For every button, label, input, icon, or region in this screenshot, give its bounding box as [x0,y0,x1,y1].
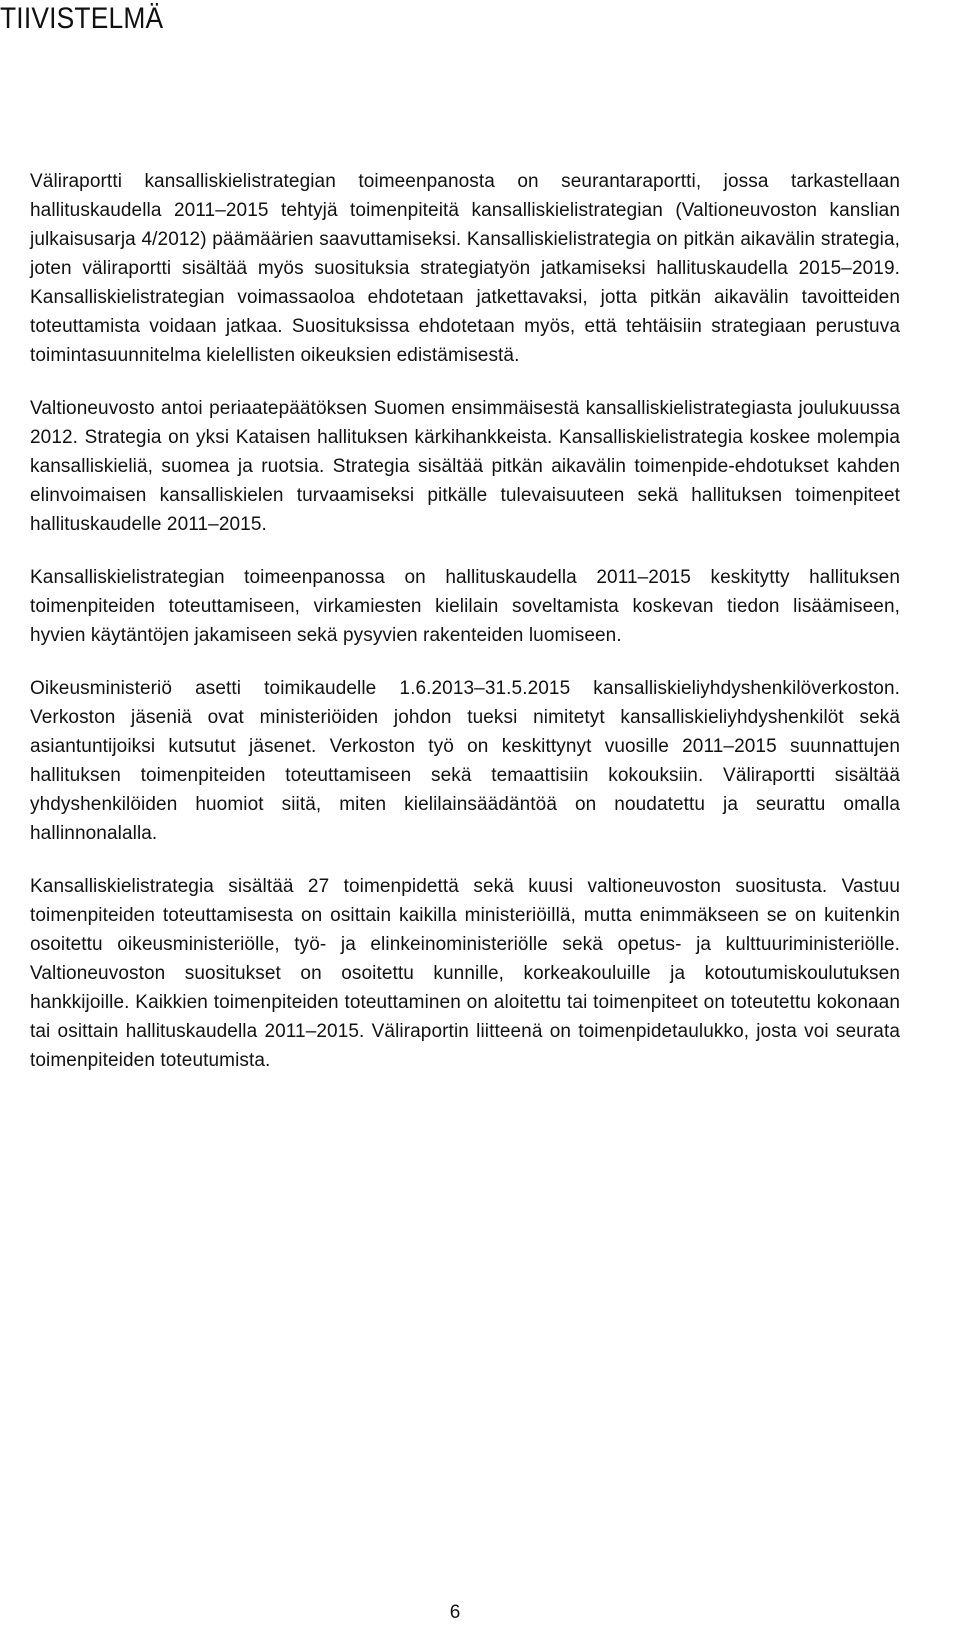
paragraph-3: Kansalliskielistrategian toimeenpanossa on hallituskaudella 2011–2015 keskitytty hallituksen toimenpiteiden toteuttamiseen, virkamiesten kielilain soveltamista koskevan tiedon lisäämiseen, hyvien käytäntöjen jakamiseen sekä pysyvien rakenteiden luomiseen. [30,567,900,646]
paragraph-2: Valtioneuvosto antoi periaatepäätöksen Suomen ensimmäisestä kansalliskielistrategiasta joulukuussa 2012. Strategia on yksi Kataisen hallituksen kärkihankkeista. Kansalliskielistrategia koskee molempia kansalliskieliä, suomea ja ruotsia. Strategia sisältää pitkän aikavälin toimenpide-ehdotukset kahden elinvoimaisen kansalliskielen turvaamiseksi pitkälle tulevaisuuteen sekä hallituksen toimenpiteet hallituskaudelle 2011–2015. [30,398,900,535]
paragraph-1: Väliraportti kansalliskielistrategian toimeenpanosta on seurantaraportti, jossa tarkastellaan hallituskaudella 2011–2015 tehtyjä toimenpiteitä kansalliskielistrategian (Valtioneuvoston kanslian julkaisusarja 4/2012) päämäärien saavuttamiseksi. Kansalliskielistrategia on pitkän aikavälin strategia, joten väliraportti sisältää myös suosituksia strategiatyön jatkamiseksi hallituskaudella 2015–2019. Kansalliskielistrategian voimassaoloa ehdotetaan jatkettavaksi, jotta pitkän aikavälin tavoitteiden toteuttamista voidaan jatkaa. Suosituksissa ehdotetaan myös, että tehtäisiin strategiaan perustuva toimintasuunnitelma kielellisten oikeuksien edistämisestä. [30,171,900,366]
paragraph-4: Oikeusministeriö asetti toimikaudelle 1.6.2013–31.5.2015 kansalliskieliyhdyshenkilöverkoston. Verkoston jäseniä ovat ministeriöiden johdon tueksi nimitetyt kansalliskieliyhdyshenkilöt sekä asiantuntijoiksi kutsutut jäsenet. Verkoston työ on keskittynyt vuosille 2011–2015 suunnattujen hallituksen toimenpiteiden toteuttamiseen sekä temaattisiin kokouksiin. Väliraportti sisältää yhdyshenkilöiden huomiot siitä, miten kielilainsäädäntöä on noudatettu ja seurattu omalla hallinnonalalla. [30,678,900,844]
page-title: TIIVISTELMÄ [0,2,164,35]
paragraph-5: Kansalliskielistrategia sisältää 27 toimenpidettä sekä kuusi valtioneuvoston suositusta. Vastuu toimenpiteiden toteuttamisesta on osittain kaikilla ministeriöillä, mutta enimmäkseen se on kuitenkin osoitettu oikeusministeriölle, työ- ja elinkeinoministeriölle sekä opetus- ja kulttuuriministeriölle. Valtioneuvoston suositukset on osoitettu kunnille, korkeakouluille ja kotoutumiskoulutuksen hankkijoille. Kaikkien toimenpiteiden toteuttaminen on aloitettu tai toimenpiteet on toteutettu kokonaan tai osittain hallituskaudella 2011–2015. Väliraportin liitteenä on toimenpidetaulukko, josta voi seurata toimenpiteiden toteutumista. [30,876,900,1071]
body-text [30,167,900,1099]
page-number: 6 [449,1602,461,1623]
